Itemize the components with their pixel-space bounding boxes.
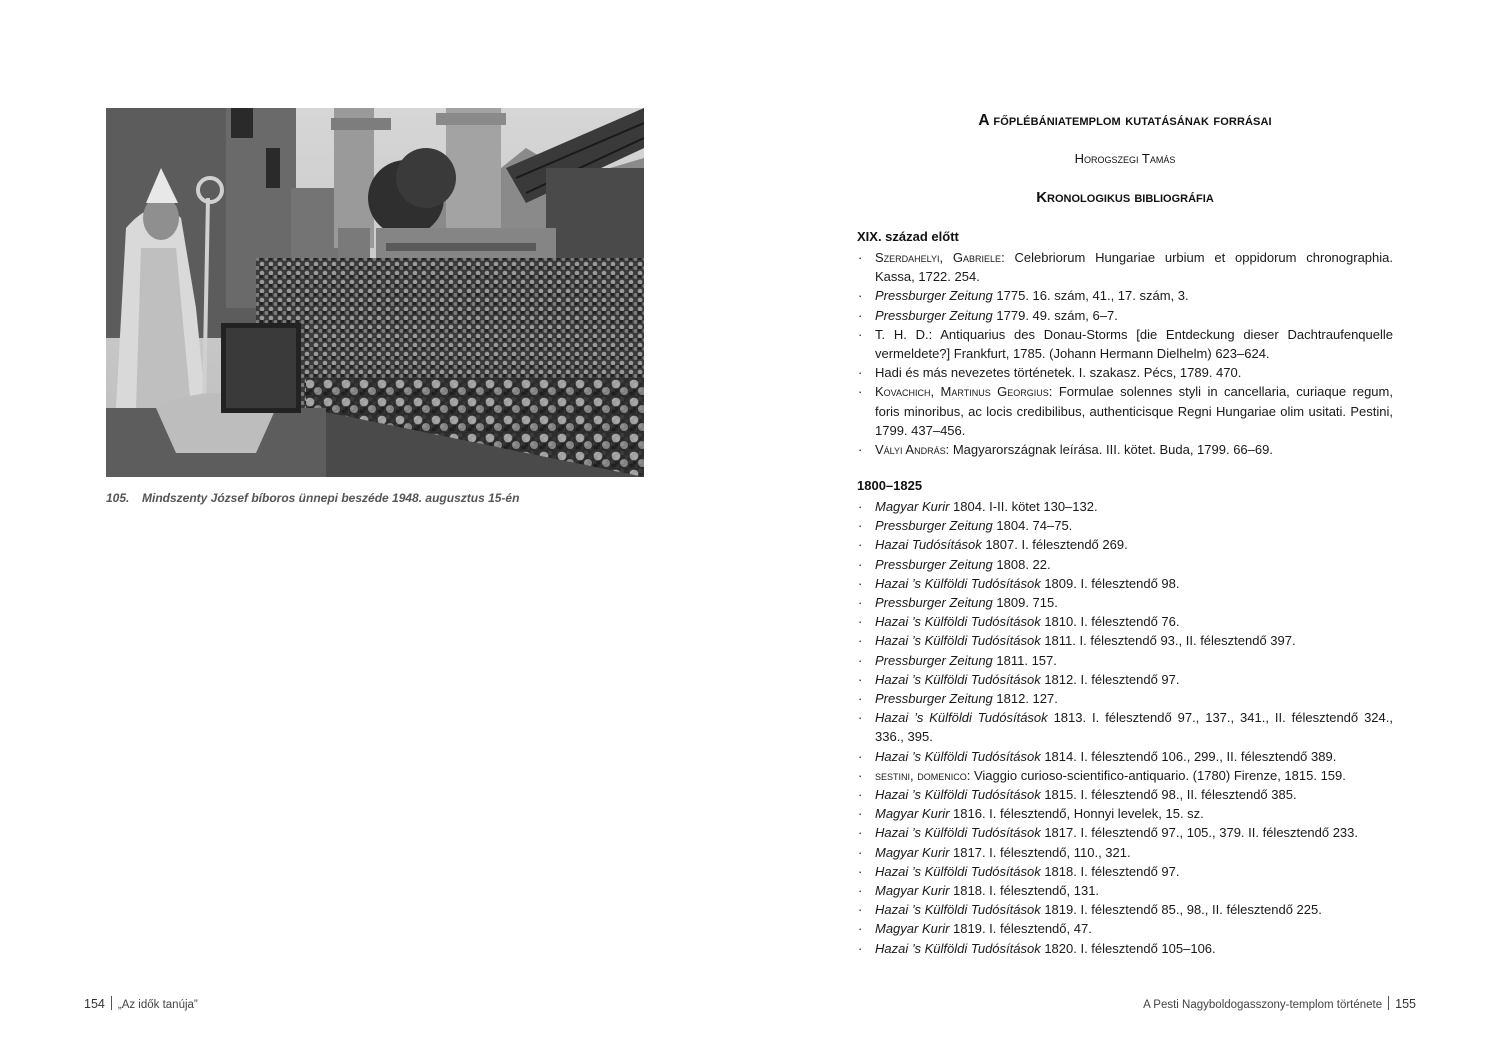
entry-text: 1817. I. félesztendő 97., 105., 379. II. félesztendő 233.	[1040, 825, 1358, 841]
entry-text: 1809. I. félesztendő 98.	[1040, 575, 1180, 591]
entry-text: 1812. I. félesztendő 97.	[1040, 671, 1180, 687]
entry-periodical: Magyar Kurir	[875, 883, 950, 899]
bibliography-entry	[857, 497, 1393, 516]
entry-text: 1812. 127.	[992, 691, 1058, 707]
entry-text: Hadi és más nevezetes történetek. I. szakasz. Pécs, 1789. 470.	[875, 365, 1242, 381]
bibliography-entry	[857, 785, 1393, 804]
footer-divider	[1388, 996, 1389, 1010]
bibliography-entry	[857, 535, 1393, 554]
entry-text: 1775. 16. szám, 41., 17. szám, 3.	[992, 288, 1189, 304]
bibliography-entry	[857, 900, 1393, 919]
entry-periodical: Magyar Kurir	[875, 921, 950, 937]
bibliography-entry	[857, 843, 1393, 862]
entry-text: 1809. 715.	[992, 595, 1058, 611]
section-heading-pre-1800: XIX. század előtt	[857, 229, 959, 244]
page-number-right: 155	[1395, 997, 1416, 1011]
entry-text: 1819. I. félesztendő 85., 98., II. félesztendő 225.	[1040, 902, 1322, 918]
bibliography-entry	[857, 708, 1393, 746]
entry-text: : Magyarországnak leírása. III. kötet. Buda, 1799. 66–69.	[945, 442, 1273, 458]
historical-photo	[106, 108, 644, 477]
bibliography-entry	[857, 612, 1393, 631]
entry-periodical: Pressburger Zeitung	[875, 307, 993, 323]
entry-text: 1779. 49. szám, 6–7.	[992, 307, 1118, 323]
entry-periodical: Pressburger Zeitung	[875, 652, 993, 668]
chapter-title: A főplébániatemplom kutatásának forrásai	[978, 112, 1272, 129]
entry-periodical: Pressburger Zeitung	[875, 595, 993, 611]
entry-text: : Celebriorum Hungariae urbium et oppidorum chronographia. Kassa, 1722. 254.	[875, 250, 1393, 285]
entry-text: 1818. I. félesztendő 97.	[1040, 863, 1180, 879]
bibliography-entry	[857, 363, 1393, 382]
bibliography-entry	[857, 881, 1393, 900]
entry-periodical: Hazai ’s Külföldi Tudósítások	[875, 902, 1041, 918]
running-title-right: A Pesti Nagyboldogasszony-templom története	[1143, 999, 1383, 1011]
entry-text: T. H. D.: Antiquarius des Donau-Storms [die Entdeckung dieser Dachtraufenquelle vermeldete?] Frankfurt, 1785. (Johann Hermann Dielhelm) 623–624.	[875, 326, 1393, 362]
entry-periodical: Hazai ’s Külföldi Tudósítások	[875, 787, 1041, 803]
entry-periodical: Hazai ’s Külföldi Tudósítások	[875, 863, 1041, 879]
entry-text: 1815. I. félesztendő 98., II. félesztendő 385.	[1040, 787, 1297, 803]
bibliography-entry	[857, 766, 1393, 785]
bibliography-entry	[857, 593, 1393, 612]
entry-text: 1819. I. félesztendő, 47.	[949, 921, 1092, 937]
bibliography-entry	[857, 670, 1393, 689]
entry-text: 1817. I. félesztendő, 110., 321.	[949, 844, 1131, 860]
entry-periodical: Magyar Kurir	[875, 499, 950, 514]
entry-periodical: Hazai ’s Külföldi Tudósítások	[875, 575, 1041, 591]
entry-periodical: Pressburger Zeitung	[875, 518, 993, 534]
section-heading-1800-1825: 1800–1825	[857, 478, 923, 493]
entry-text: 1804. 74–75.	[992, 518, 1073, 534]
entry-periodical: Hazai ’s Külföldi Tudósítások	[875, 614, 1041, 630]
entry-periodical: Hazai Tudósítások	[875, 537, 982, 553]
entry-periodical: Hazai ’s Külföldi Tudósítások	[875, 671, 1041, 687]
entry-text: 1811. I. félesztendő 93., II. félesztendő 397.	[1040, 633, 1296, 649]
entry-periodical: Hazai ’s Külföldi Tudósítások	[875, 940, 1041, 956]
entry-periodical: Magyar Kurir	[875, 806, 950, 822]
bibliography-entry	[857, 747, 1393, 766]
chapter-subtitle: Kronologikus bibliográfia	[1036, 189, 1214, 206]
bibliography-entry	[857, 574, 1393, 593]
bibliography-entry	[857, 939, 1393, 958]
bibliography-list-pre-1800	[857, 248, 1393, 459]
entry-text: 1807. I. félesztendő 269.	[981, 537, 1128, 553]
photo-caption	[106, 491, 666, 505]
bibliography-entry	[857, 689, 1393, 708]
bibliography-entry	[857, 516, 1393, 535]
bibliography-entry	[857, 248, 1393, 286]
entry-periodical: Hazai ’s Külföldi Tudósítások	[875, 825, 1041, 841]
entry-author: Vályi András	[875, 442, 946, 458]
caption-number: 105.	[106, 491, 130, 505]
entry-text: 1804. I-II. kötet 130–132.	[949, 499, 1098, 514]
entry-author: Szerdahelyi, Gabriele	[875, 250, 1002, 265]
caption-text: Mindszenty József bíboros ünnepi beszéde 1948. augusztus 15-én	[142, 491, 520, 505]
bibliography-entry	[857, 823, 1393, 842]
bibliography-entry	[857, 382, 1393, 440]
entry-author: sestini, domenico	[875, 767, 967, 783]
bibliography-entry	[857, 306, 1393, 325]
bibliography-entry	[857, 651, 1393, 670]
entry-periodical: Magyar Kurir	[875, 844, 950, 860]
entry-text: 1818. I. félesztendő, 131.	[949, 883, 1100, 899]
entry-text: 1820. I. félesztendő 105–106.	[1040, 940, 1216, 956]
running-title-left: „Az idők tanúja”	[117, 999, 198, 1011]
bibliography-entry	[857, 919, 1393, 938]
bibliography-entry	[857, 862, 1393, 881]
footer-divider	[111, 996, 112, 1010]
entry-text: 1813. I. félesztendő 97., 137., 341., II. félesztendő 324., 336., 395.	[875, 710, 1393, 745]
entry-text: 1816. I. félesztendő, Honnyi levelek, 15. sz.	[949, 806, 1204, 822]
bibliography-entry	[857, 804, 1393, 823]
entry-periodical: Hazai ’s Külföldi Tudósítások	[875, 748, 1041, 764]
bibliography-entry	[857, 440, 1393, 459]
entry-periodical: Pressburger Zeitung	[875, 556, 993, 572]
entry-periodical: Pressburger Zeitung	[875, 691, 993, 707]
entry-text: 1814. I. félesztendő 106., 299., II. félesztendő 389.	[1040, 748, 1337, 764]
entry-text: : Viaggio curioso-scientifico-antiquario. (1780) Firenze, 1815. 159.	[966, 767, 1346, 783]
entry-text: 1811. 157.	[992, 652, 1057, 668]
bibliography-list-1800-1825	[857, 497, 1393, 958]
bibliography-entry	[857, 325, 1393, 363]
bibliography-entry	[857, 631, 1393, 650]
bibliography-entry	[857, 555, 1393, 574]
footer-right	[1143, 996, 1416, 1011]
entry-text: : Formulae solennes styli in cancellaria, curiaque regum, foris minoribus, ac locis credibilibus, authenticisque Regni Hungariae olim usitati. Pestini, 1799. 437–456.	[875, 384, 1393, 438]
entry-periodical: Pressburger Zeitung	[875, 288, 993, 304]
chapter-author: Horogszegi Tamás	[1074, 151, 1176, 166]
footer-left	[84, 996, 198, 1011]
entry-periodical: Hazai ’s Külföldi Tudósítások	[875, 633, 1041, 649]
entry-text: 1808. 22.	[992, 556, 1051, 572]
entry-text: 1810. I. félesztendő 76.	[1040, 614, 1180, 630]
entry-periodical: Hazai ’s Külföldi Tudósítások	[875, 710, 1048, 726]
bibliography-entry	[857, 286, 1393, 305]
page-number-left: 154	[84, 997, 105, 1011]
entry-author: Kovachich, Martinus Georgius	[875, 384, 1049, 400]
